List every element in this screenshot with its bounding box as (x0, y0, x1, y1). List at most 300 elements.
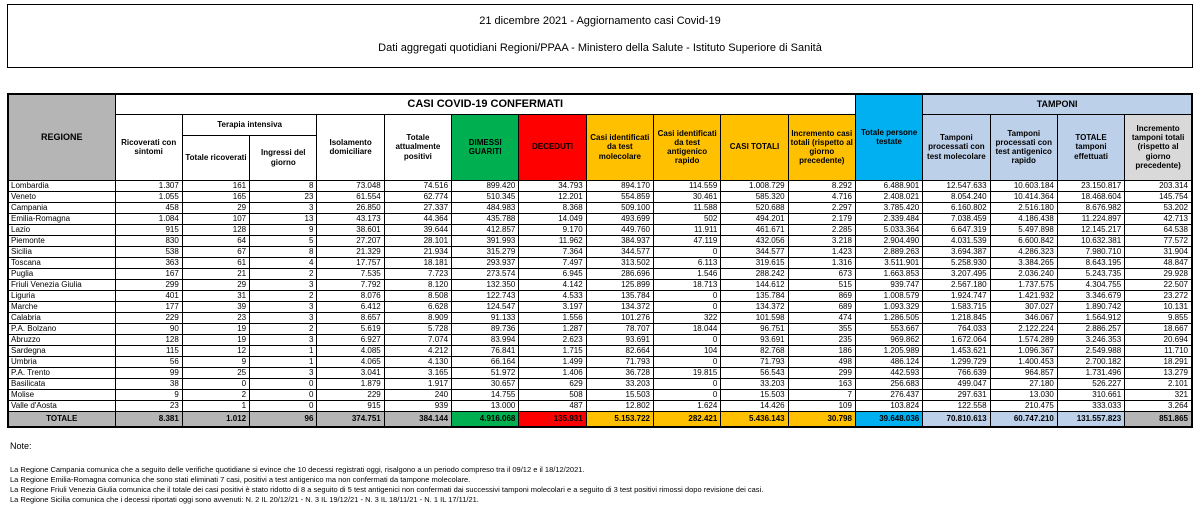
region-name: Sardegna (8, 345, 115, 356)
note-line: La Regione Sicilia comunica che i decessi riportati oggi sono avvenuti: N. 2 IL 20/12/21 - N. 3 IL 19/12/21 - N. 3 IL 18/11/21 - N. 1 IL 17/11/21. (10, 495, 479, 504)
cell-terapia-ingressi-del-giorno: 1 (250, 356, 317, 367)
table-row (8, 290, 1192, 301)
cell-casi-test-molecolare: 509.100 (586, 202, 653, 213)
cell-tamponi-test-molecolare: 499.047 (923, 378, 990, 389)
cell-casi-test-molecolare: 554.859 (586, 191, 653, 202)
column-header-casi-test-antigenico: Casi identificati da test antigenico rapido (654, 114, 721, 180)
table-row (8, 356, 1192, 367)
cell-casi-totali: 432.056 (721, 235, 788, 246)
cell-ricoverati-con-sintomi: 830 (115, 235, 182, 246)
cell-terapia-totale-ricoverati: 165 (182, 191, 249, 202)
cell-isolamento-domiciliare: 374.751 (317, 411, 384, 427)
cell-deceduti: 1.406 (519, 367, 586, 378)
cell-incremento-tamponi: 145.754 (1125, 191, 1192, 202)
region-name: Veneto (8, 191, 115, 202)
cell-casi-totali: 5.436.143 (721, 411, 788, 427)
cell-tamponi-test-molecolare: 1.924.747 (923, 290, 990, 301)
cell-totale-tamponi: 23.150.817 (1057, 180, 1124, 191)
cell-deceduti: 629 (519, 378, 586, 389)
cell-totale-persone-testate: 6.488.901 (855, 180, 922, 191)
cell-casi-test-molecolare: 78.707 (586, 323, 653, 334)
cell-totale-persone-testate: 442.593 (855, 367, 922, 378)
cell-tamponi-test-antigenico: 4.286.323 (990, 246, 1057, 257)
cell-casi-test-antigenico: 0 (654, 356, 721, 367)
cell-casi-totali: 134.372 (721, 301, 788, 312)
cell-casi-test-antigenico: 502 (654, 213, 721, 224)
cell-totale-tamponi: 8.676.982 (1057, 202, 1124, 213)
cell-incremento-tamponi: 53.202 (1125, 202, 1192, 213)
cell-dimessi-guariti: 30.657 (452, 378, 519, 389)
cell-deceduti: 1.499 (519, 356, 586, 367)
cell-incremento-casi-totali: 869 (788, 290, 855, 301)
cell-tamponi-test-antigenico: 13.030 (990, 389, 1057, 400)
cell-totale-persone-testate: 1.008.579 (855, 290, 922, 301)
table-row (8, 224, 1192, 235)
column-header-isolamento-domiciliare: Isolamento domiciliare (317, 114, 384, 180)
cell-casi-totali: 288.242 (721, 268, 788, 279)
cell-terapia-ingressi-del-giorno: 5 (250, 235, 317, 246)
cell-terapia-ingressi-del-giorno: 3 (250, 312, 317, 323)
cell-casi-test-antigenico: 11.588 (654, 202, 721, 213)
cell-tamponi-test-molecolare: 764.033 (923, 323, 990, 334)
cell-incremento-casi-totali: 2.297 (788, 202, 855, 213)
cell-terapia-ingressi-del-giorno: 96 (250, 411, 317, 427)
column-header-totale-persone-testate: Totale persone testate (855, 94, 922, 180)
table-header (8, 94, 1192, 180)
cell-casi-test-molecolare: 33.203 (586, 378, 653, 389)
cell-dimessi-guariti: 89.736 (452, 323, 519, 334)
region-name: Calabria (8, 312, 115, 323)
cell-deceduti: 1.715 (519, 345, 586, 356)
column-header-totale-tamponi-effettuati: TOTALE tamponi effettuati (1057, 114, 1124, 180)
cell-terapia-totale-ricoverati: 31 (182, 290, 249, 301)
cell-incremento-casi-totali: 30.798 (788, 411, 855, 427)
cell-terapia-ingressi-del-giorno: 3 (250, 301, 317, 312)
cell-ricoverati-con-sintomi: 1.307 (115, 180, 182, 191)
note-line: La Regione Friuli Venezia Giulia comunica che il totale dei casi positivi è stato ridotto di 8 a seguito di 5 test antigenici non confermati dai successivi tamponi molecolari e a seguito di 3 test positivi rimossi dopo revisione dei casi. (10, 485, 764, 494)
cell-totale-persone-testate: 553.667 (855, 323, 922, 334)
cell-tamponi-test-antigenico: 1.421.932 (990, 290, 1057, 301)
region-name: Sicilia (8, 246, 115, 257)
cell-terapia-totale-ricoverati: 64 (182, 235, 249, 246)
cell-totale-attualmente-positivi: 27.337 (384, 202, 451, 213)
cell-dimessi-guariti: 66.164 (452, 356, 519, 367)
cell-terapia-totale-ricoverati: 1.012 (182, 411, 249, 427)
cell-casi-test-antigenico: 0 (654, 378, 721, 389)
cell-ricoverati-con-sintomi: 99 (115, 367, 182, 378)
cell-incremento-tamponi: 851.865 (1125, 411, 1192, 427)
notes-section (10, 441, 1200, 505)
cell-terapia-totale-ricoverati: 2 (182, 389, 249, 400)
cell-isolamento-domiciliare: 3.041 (317, 367, 384, 378)
cell-isolamento-domiciliare: 26.850 (317, 202, 384, 213)
cell-incremento-casi-totali: 689 (788, 301, 855, 312)
cell-incremento-casi-totali: 4.716 (788, 191, 855, 202)
cell-dimessi-guariti: 83.994 (452, 334, 519, 345)
cell-deceduti: 135.931 (519, 411, 586, 427)
cell-terapia-totale-ricoverati: 25 (182, 367, 249, 378)
cell-isolamento-domiciliare: 21.329 (317, 246, 384, 257)
cell-totale-attualmente-positivi: 62.774 (384, 191, 451, 202)
cell-tamponi-test-antigenico: 1.737.575 (990, 279, 1057, 290)
cell-isolamento-domiciliare: 915 (317, 400, 384, 411)
cell-casi-totali: 135.784 (721, 290, 788, 301)
cell-terapia-ingressi-del-giorno: 0 (250, 389, 317, 400)
cell-ricoverati-con-sintomi: 458 (115, 202, 182, 213)
cell-dimessi-guariti: 124.547 (452, 301, 519, 312)
cell-tamponi-test-antigenico: 307.027 (990, 301, 1057, 312)
cell-deceduti: 12.201 (519, 191, 586, 202)
cell-terapia-ingressi-del-giorno: 0 (250, 378, 317, 389)
cell-totale-attualmente-positivi: 384.144 (384, 411, 451, 427)
region-name: Puglia (8, 268, 115, 279)
cell-casi-totali: 15.503 (721, 389, 788, 400)
cell-tamponi-test-antigenico: 2.122.224 (990, 323, 1057, 334)
table-row (8, 257, 1192, 268)
cell-totale-attualmente-positivi: 240 (384, 389, 451, 400)
cell-totale-tamponi: 1.731.496 (1057, 367, 1124, 378)
cell-deceduti: 9.170 (519, 224, 586, 235)
cell-ricoverati-con-sintomi: 38 (115, 378, 182, 389)
cell-casi-test-molecolare: 313.502 (586, 257, 653, 268)
cell-ricoverati-con-sintomi: 299 (115, 279, 182, 290)
cell-totale-persone-testate: 1.093.329 (855, 301, 922, 312)
cell-casi-test-antigenico: 0 (654, 334, 721, 345)
cell-terapia-ingressi-del-giorno: 2 (250, 323, 317, 334)
cell-totale-attualmente-positivi: 939 (384, 400, 451, 411)
cell-terapia-ingressi-del-giorno: 3 (250, 367, 317, 378)
cell-casi-test-antigenico: 6.113 (654, 257, 721, 268)
cell-totale-tamponi: 8.643.195 (1057, 257, 1124, 268)
region-name: Marche (8, 301, 115, 312)
cell-totale-tamponi: 7.980.710 (1057, 246, 1124, 257)
cell-casi-test-molecolare: 101.276 (586, 312, 653, 323)
cell-totale-persone-testate: 5.033.364 (855, 224, 922, 235)
cell-terapia-ingressi-del-giorno: 23 (250, 191, 317, 202)
cell-incremento-tamponi: 203.314 (1125, 180, 1192, 191)
column-header-incremento-tamponi: Incremento tamponi totali (rispetto al giorno precedente) (1125, 114, 1192, 180)
region-name: Lombardia (8, 180, 115, 191)
cell-incremento-tamponi: 77.572 (1125, 235, 1192, 246)
cell-tamponi-test-molecolare: 766.639 (923, 367, 990, 378)
cell-tamponi-test-antigenico: 6.600.842 (990, 235, 1057, 246)
cell-totale-tamponi: 1.564.912 (1057, 312, 1124, 323)
cell-dimessi-guariti: 273.574 (452, 268, 519, 279)
cell-totale-tamponi: 131.557.823 (1057, 411, 1124, 427)
cell-tamponi-test-antigenico: 3.384.265 (990, 257, 1057, 268)
group-header-casi-confermati: CASI COVID-19 CONFERMATI (115, 94, 855, 114)
cell-isolamento-domiciliare: 17.757 (317, 257, 384, 268)
covid-data-table (7, 93, 1193, 428)
cell-deceduti: 508 (519, 389, 586, 400)
cell-tamponi-test-antigenico: 2.036.240 (990, 268, 1057, 279)
cell-totale-persone-testate: 39.648.036 (855, 411, 922, 427)
cell-casi-test-molecolare: 15.503 (586, 389, 653, 400)
cell-ricoverati-con-sintomi: 538 (115, 246, 182, 257)
cell-totale-persone-testate: 939.747 (855, 279, 922, 290)
column-header-casi-test-molecolare: Casi identificati da test molecolare (586, 114, 653, 180)
cell-deceduti: 3.197 (519, 301, 586, 312)
cell-tamponi-test-antigenico: 10.414.364 (990, 191, 1057, 202)
cell-ricoverati-con-sintomi: 363 (115, 257, 182, 268)
cell-terapia-totale-ricoverati: 21 (182, 268, 249, 279)
cell-casi-test-antigenico: 104 (654, 345, 721, 356)
cell-totale-attualmente-positivi: 44.364 (384, 213, 451, 224)
cell-isolamento-domiciliare: 61.554 (317, 191, 384, 202)
cell-terapia-totale-ricoverati: 161 (182, 180, 249, 191)
cell-totale-attualmente-positivi: 8.909 (384, 312, 451, 323)
table-row (8, 345, 1192, 356)
cell-casi-test-molecolare: 134.372 (586, 301, 653, 312)
cell-totale-attualmente-positivi: 18.181 (384, 257, 451, 268)
cell-incremento-casi-totali: 474 (788, 312, 855, 323)
cell-tamponi-test-molecolare: 297.631 (923, 389, 990, 400)
cell-terapia-totale-ricoverati: 9 (182, 356, 249, 367)
region-name: Molise (8, 389, 115, 400)
cell-deceduti: 1.287 (519, 323, 586, 334)
cell-deceduti: 7.497 (519, 257, 586, 268)
cell-casi-totali: 494.201 (721, 213, 788, 224)
cell-tamponi-test-antigenico: 964.857 (990, 367, 1057, 378)
cell-incremento-tamponi: 9.855 (1125, 312, 1192, 323)
cell-casi-test-antigenico: 19.815 (654, 367, 721, 378)
cell-deceduti: 14.049 (519, 213, 586, 224)
cell-terapia-ingressi-del-giorno: 3 (250, 202, 317, 213)
report-title: 21 dicembre 2021 - Aggiornamento casi Covid-19 (479, 15, 721, 27)
cell-casi-test-molecolare: 894.170 (586, 180, 653, 191)
cell-totale-tamponi: 10.632.381 (1057, 235, 1124, 246)
cell-terapia-totale-ricoverati: 19 (182, 323, 249, 334)
table-row (8, 202, 1192, 213)
cell-tamponi-test-antigenico: 2.516.180 (990, 202, 1057, 213)
cell-incremento-casi-totali: 515 (788, 279, 855, 290)
cell-tamponi-test-antigenico: 5.497.898 (990, 224, 1057, 235)
cell-dimessi-guariti: 76.841 (452, 345, 519, 356)
cell-incremento-tamponi: 64.538 (1125, 224, 1192, 235)
table-row (8, 213, 1192, 224)
cell-tamponi-test-molecolare: 1.672.064 (923, 334, 990, 345)
cell-terapia-ingressi-del-giorno: 3 (250, 279, 317, 290)
cell-incremento-casi-totali: 163 (788, 378, 855, 389)
cell-totale-tamponi: 3.246.353 (1057, 334, 1124, 345)
cell-tamponi-test-antigenico: 1.096.367 (990, 345, 1057, 356)
totale-row-container (8, 411, 1192, 427)
cell-casi-test-molecolare: 36.728 (586, 367, 653, 378)
cell-ricoverati-con-sintomi: 90 (115, 323, 182, 334)
table-row (8, 180, 1192, 191)
cell-casi-totali: 56.543 (721, 367, 788, 378)
cell-incremento-tamponi: 29.928 (1125, 268, 1192, 279)
notes-title: Note: (10, 441, 32, 451)
cell-deceduti: 8.368 (519, 202, 586, 213)
cell-tamponi-test-antigenico: 210.475 (990, 400, 1057, 411)
cell-isolamento-domiciliare: 43.173 (317, 213, 384, 224)
column-header-ricoverati-con-sintomi: Ricoverati con sintomi (115, 114, 182, 180)
cell-casi-totali: 96.751 (721, 323, 788, 334)
cell-casi-test-antigenico: 18.044 (654, 323, 721, 334)
region-name: Basilicata (8, 378, 115, 389)
cell-deceduti: 487 (519, 400, 586, 411)
cell-casi-test-antigenico: 0 (654, 290, 721, 301)
cell-totale-tamponi: 11.224.897 (1057, 213, 1124, 224)
cell-tamponi-test-antigenico: 10.603.184 (990, 180, 1057, 191)
cell-incremento-tamponi: 3.264 (1125, 400, 1192, 411)
cell-dimessi-guariti: 14.755 (452, 389, 519, 400)
cell-casi-test-molecolare: 5.153.722 (586, 411, 653, 427)
cell-terapia-totale-ricoverati: 39 (182, 301, 249, 312)
cell-terapia-ingressi-del-giorno: 1 (250, 345, 317, 356)
cell-totale-attualmente-positivi: 4.130 (384, 356, 451, 367)
cell-totale-attualmente-positivi: 7.723 (384, 268, 451, 279)
cell-totale-persone-testate: 3.511.901 (855, 257, 922, 268)
table-row (8, 389, 1192, 400)
cell-ricoverati-con-sintomi: 401 (115, 290, 182, 301)
cell-tamponi-test-molecolare: 6.160.802 (923, 202, 990, 213)
cell-tamponi-test-antigenico: 1.574.289 (990, 334, 1057, 345)
cell-terapia-ingressi-del-giorno: 8 (250, 180, 317, 191)
cell-dimessi-guariti: 122.743 (452, 290, 519, 301)
cell-totale-attualmente-positivi: 8.508 (384, 290, 451, 301)
cell-totale-attualmente-positivi: 21.934 (384, 246, 451, 257)
cell-casi-test-antigenico: 1.546 (654, 268, 721, 279)
cell-casi-totali: 93.691 (721, 334, 788, 345)
cell-incremento-tamponi: 2.101 (1125, 378, 1192, 389)
cell-deceduti: 1.556 (519, 312, 586, 323)
cell-ricoverati-con-sintomi: 56 (115, 356, 182, 367)
cell-isolamento-domiciliare: 4.085 (317, 345, 384, 356)
cell-casi-test-antigenico: 47.119 (654, 235, 721, 246)
cell-isolamento-domiciliare: 229 (317, 389, 384, 400)
cell-casi-test-antigenico: 1.624 (654, 400, 721, 411)
cell-incremento-tamponi: 11.710 (1125, 345, 1192, 356)
cell-casi-test-antigenico: 0 (654, 389, 721, 400)
table-row (8, 312, 1192, 323)
cell-ricoverati-con-sintomi: 9 (115, 389, 182, 400)
cell-casi-test-molecolare: 493.699 (586, 213, 653, 224)
cell-totale-attualmente-positivi: 1.917 (384, 378, 451, 389)
cell-totale-persone-testate: 276.437 (855, 389, 922, 400)
cell-terapia-totale-ricoverati: 29 (182, 279, 249, 290)
cell-incremento-tamponi: 48.847 (1125, 257, 1192, 268)
cell-ricoverati-con-sintomi: 229 (115, 312, 182, 323)
cell-terapia-ingressi-del-giorno: 0 (250, 400, 317, 411)
cell-totale-tamponi: 2.549.988 (1057, 345, 1124, 356)
cell-incremento-casi-totali: 8.292 (788, 180, 855, 191)
cell-ricoverati-con-sintomi: 115 (115, 345, 182, 356)
cell-tamponi-test-molecolare: 122.558 (923, 400, 990, 411)
cell-tamponi-test-antigenico: 27.180 (990, 378, 1057, 389)
cell-dimessi-guariti: 510.345 (452, 191, 519, 202)
cell-totale-tamponi: 4.304.755 (1057, 279, 1124, 290)
cell-totale-persone-testate: 1.286.505 (855, 312, 922, 323)
cell-totale-attualmente-positivi: 5.728 (384, 323, 451, 334)
cell-incremento-tamponi: 13.279 (1125, 367, 1192, 378)
cell-terapia-totale-ricoverati: 1 (182, 400, 249, 411)
cell-terapia-totale-ricoverati: 61 (182, 257, 249, 268)
column-header-tamponi-test-antigenico: Tamponi processati con test antigenico rapido (990, 114, 1057, 180)
cell-isolamento-domiciliare: 1.879 (317, 378, 384, 389)
region-name: Umbria (8, 356, 115, 367)
cell-totale-persone-testate: 486.124 (855, 356, 922, 367)
group-header-tamponi: TAMPONI (923, 94, 1192, 114)
cell-casi-test-molecolare: 286.696 (586, 268, 653, 279)
cell-tamponi-test-molecolare: 1.583.715 (923, 301, 990, 312)
table-row (8, 378, 1192, 389)
cell-incremento-casi-totali: 1.316 (788, 257, 855, 268)
cell-dimessi-guariti: 315.279 (452, 246, 519, 257)
cell-casi-test-molecolare: 82.664 (586, 345, 653, 356)
cell-ricoverati-con-sintomi: 167 (115, 268, 182, 279)
table-row (8, 400, 1192, 411)
table-row (8, 323, 1192, 334)
cell-terapia-ingressi-del-giorno: 8 (250, 246, 317, 257)
cell-casi-test-molecolare: 71.793 (586, 356, 653, 367)
cell-isolamento-domiciliare: 7.535 (317, 268, 384, 279)
cell-totale-tamponi: 2.700.182 (1057, 356, 1124, 367)
region-name: P.A. Bolzano (8, 323, 115, 334)
cell-isolamento-domiciliare: 4.065 (317, 356, 384, 367)
cell-ricoverati-con-sintomi: 1.084 (115, 213, 182, 224)
cell-terapia-ingressi-del-giorno: 2 (250, 290, 317, 301)
cell-casi-test-molecolare: 344.577 (586, 246, 653, 257)
cell-dimessi-guariti: 51.972 (452, 367, 519, 378)
cell-terapia-totale-ricoverati: 29 (182, 202, 249, 213)
cell-casi-totali: 14.426 (721, 400, 788, 411)
cell-dimessi-guariti: 412.857 (452, 224, 519, 235)
cell-totale-persone-testate: 1.663.853 (855, 268, 922, 279)
cell-casi-totali: 33.203 (721, 378, 788, 389)
note-line: La Regione Campania comunica che a seguito delle verifiche quotidiane si evince che 10 decessi registrati oggi, risalgono a un periodo compreso tra il 09/12 e il 18/12/2021. (10, 465, 585, 474)
cell-incremento-tamponi: 18.291 (1125, 356, 1192, 367)
cell-casi-test-antigenico: 18.713 (654, 279, 721, 290)
group-header-terapia-intensiva: Terapia intensiva (182, 114, 317, 135)
cell-casi-test-molecolare: 125.899 (586, 279, 653, 290)
cell-totale-tamponi: 310.661 (1057, 389, 1124, 400)
cell-terapia-ingressi-del-giorno: 3 (250, 334, 317, 345)
cell-totale-attualmente-positivi: 6.628 (384, 301, 451, 312)
cell-isolamento-domiciliare: 73.048 (317, 180, 384, 191)
cell-incremento-casi-totali: 355 (788, 323, 855, 334)
cell-totale-tamponi: 1.890.742 (1057, 301, 1124, 312)
totale-row (8, 411, 1192, 427)
cell-isolamento-domiciliare: 7.792 (317, 279, 384, 290)
cell-totale-persone-testate: 969.862 (855, 334, 922, 345)
cell-isolamento-domiciliare: 5.619 (317, 323, 384, 334)
cell-tamponi-test-antigenico: 346.067 (990, 312, 1057, 323)
cell-totale-attualmente-positivi: 3.165 (384, 367, 451, 378)
cell-incremento-casi-totali: 673 (788, 268, 855, 279)
cell-totale-tamponi: 18.468.604 (1057, 191, 1124, 202)
cell-tamponi-test-molecolare: 6.647.319 (923, 224, 990, 235)
cell-ricoverati-con-sintomi: 8.381 (115, 411, 182, 427)
column-header-dimessi-guariti: DIMESSI GUARITI (452, 114, 519, 180)
region-name: P.A. Trento (8, 367, 115, 378)
cell-dimessi-guariti: 4.916.068 (452, 411, 519, 427)
cell-ricoverati-con-sintomi: 915 (115, 224, 182, 235)
region-name: Toscana (8, 257, 115, 268)
region-name: Emilia-Romagna (8, 213, 115, 224)
cell-totale-persone-testate: 2.904.490 (855, 235, 922, 246)
report-header (7, 4, 1193, 68)
cell-casi-totali: 461.671 (721, 224, 788, 235)
cell-tamponi-test-antigenico: 60.747.210 (990, 411, 1057, 427)
table-row (8, 367, 1192, 378)
cell-incremento-casi-totali: 2.285 (788, 224, 855, 235)
table-row (8, 191, 1192, 202)
cell-totale-persone-testate: 1.205.989 (855, 345, 922, 356)
cell-totale-persone-testate: 256.683 (855, 378, 922, 389)
cell-casi-totali: 101.598 (721, 312, 788, 323)
